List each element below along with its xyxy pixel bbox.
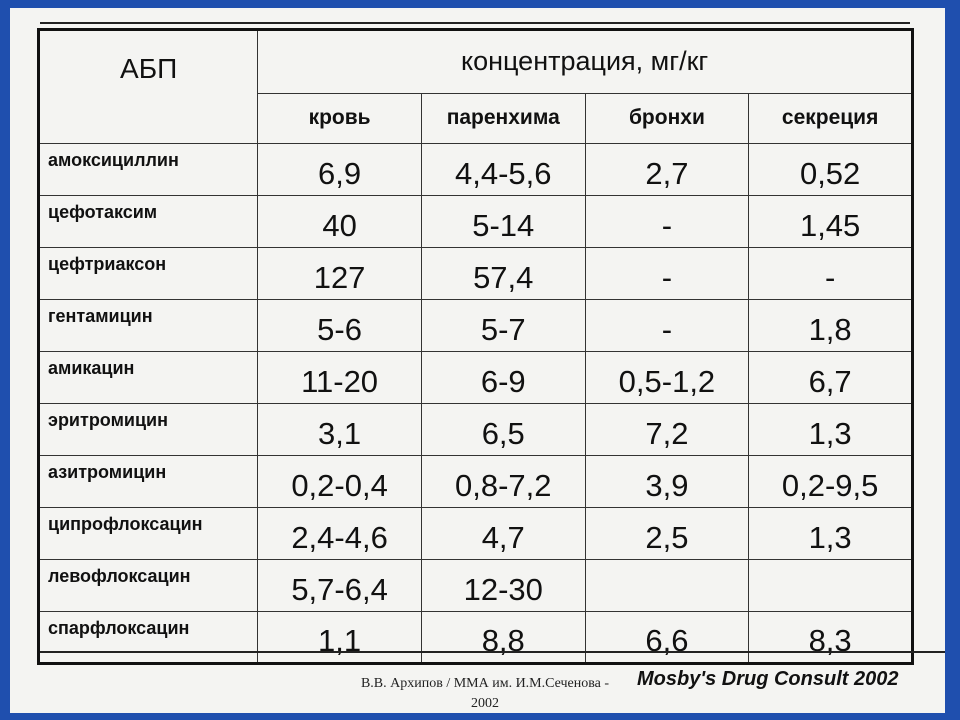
- table-row: [39, 248, 913, 300]
- table-cell: 6,9: [258, 144, 422, 196]
- table-cell: [749, 560, 913, 612]
- column-header-blood: кровь: [258, 93, 422, 143]
- table-row: [39, 508, 913, 560]
- table-row: [39, 300, 913, 352]
- table-cell: 127: [258, 248, 422, 300]
- column-header-parenchyma: паренхима: [421, 93, 585, 143]
- table-cell: 8,3: [749, 612, 913, 664]
- table-cell: 6,6: [585, 612, 749, 664]
- table-cell: -: [585, 196, 749, 248]
- table-cell: 4,7: [421, 508, 585, 560]
- table-cell: 1,3: [749, 404, 913, 456]
- table-row: [39, 352, 913, 404]
- row-drug-name: амоксициллин: [39, 144, 258, 196]
- row-drug-name: эритромицин: [39, 404, 258, 456]
- table-row: [39, 196, 913, 248]
- group-header: концентрация, мг/кг: [258, 30, 913, 94]
- row-drug-name: цефотаксим: [39, 196, 258, 248]
- table-cell: -: [749, 248, 913, 300]
- footer-author-line1: В.В. Архипов / ММА им. И.М.Сеченова -: [360, 676, 610, 691]
- table-row: [39, 456, 913, 508]
- table-cell: 7,2: [585, 404, 749, 456]
- concentration-table: [37, 28, 914, 665]
- row-drug-name: гентамицин: [39, 300, 258, 352]
- table-cell: 6,7: [749, 352, 913, 404]
- row-drug-name: амикацин: [39, 352, 258, 404]
- table-cell: 12-30: [421, 560, 585, 612]
- table-cell: 2,7: [585, 144, 749, 196]
- row-drug-name: ципрофлоксацин: [39, 508, 258, 560]
- table-cell: [585, 560, 749, 612]
- top-rule: [40, 22, 910, 24]
- table-cell: 5-14: [421, 196, 585, 248]
- table-cell: 57,4: [421, 248, 585, 300]
- table-cell: 0,52: [749, 144, 913, 196]
- table-row: [39, 560, 913, 612]
- table-row: [39, 404, 913, 456]
- table-cell: -: [585, 300, 749, 352]
- footer-author: [340, 674, 630, 714]
- table-cell: 3,9: [585, 456, 749, 508]
- table-cell: 5,7-6,4: [258, 560, 422, 612]
- table-body: [39, 144, 913, 664]
- table-cell: 2,5: [585, 508, 749, 560]
- table-cell: 1,8: [749, 300, 913, 352]
- column-header-secretion: секреция: [749, 93, 913, 143]
- row-drug-name: азитромицин: [39, 456, 258, 508]
- table-cell: 1,1: [258, 612, 422, 664]
- table-row: [39, 144, 913, 196]
- table-cell: 2,4-4,6: [258, 508, 422, 560]
- table-cell: 8,8: [421, 612, 585, 664]
- table-cell: 5-6: [258, 300, 422, 352]
- table-cell: 6,5: [421, 404, 585, 456]
- table-cell: 0,5-1,2: [585, 352, 749, 404]
- table-cell: 0,2-9,5: [749, 456, 913, 508]
- table-cell: -: [585, 248, 749, 300]
- column-header-bronchi: бронхи: [585, 93, 749, 143]
- table-cell: 3,1: [258, 404, 422, 456]
- table-cell: 6-9: [421, 352, 585, 404]
- row-drug-name: спарфлоксацин: [39, 612, 258, 664]
- table-row: [39, 612, 913, 664]
- table-cell: 11-20: [258, 352, 422, 404]
- corner-header: АБП: [39, 30, 258, 144]
- bottom-rule: [40, 651, 945, 653]
- row-drug-name: левофлоксацин: [39, 560, 258, 612]
- table-cell: 4,4-5,6: [421, 144, 585, 196]
- table-cell: 5-7: [421, 300, 585, 352]
- table-cell: 1,45: [749, 196, 913, 248]
- table-cell: 0,2-0,4: [258, 456, 422, 508]
- table-cell: 1,3: [749, 508, 913, 560]
- slide: [10, 8, 945, 713]
- table-cell: 40: [258, 196, 422, 248]
- footer-author-line2: 2002: [471, 696, 499, 711]
- table-cell: 0,8-7,2: [421, 456, 585, 508]
- row-drug-name: цефтриаксон: [39, 248, 258, 300]
- footer-source: Mosby's Drug Consult 2002: [637, 668, 899, 690]
